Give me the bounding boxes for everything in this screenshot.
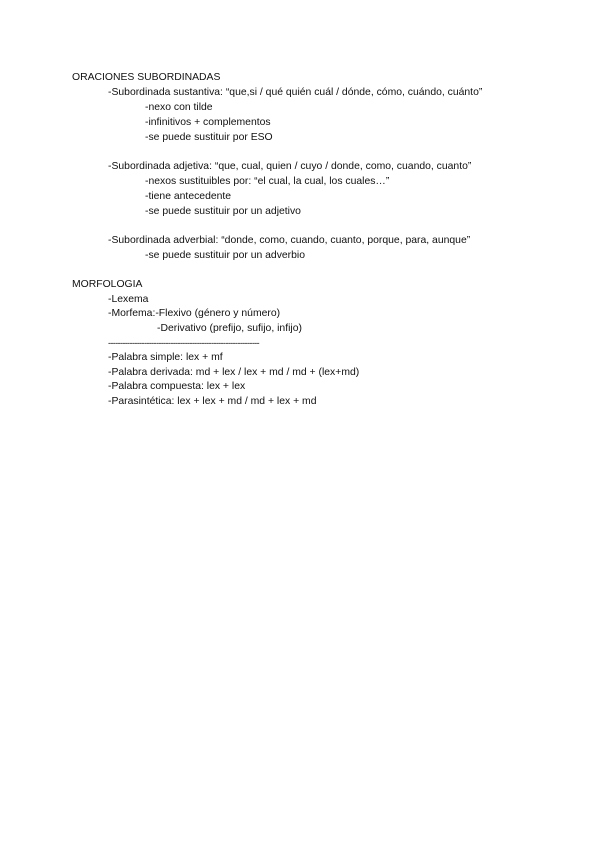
adverbial-title: -Subordinada adverbial: “donde, como, cuando, cuanto, porque, para, aunque” xyxy=(108,235,471,246)
sustantiva-item: -se puede sustituir por ESO xyxy=(145,132,273,143)
sustantiva-title: -Subordinada sustantiva: “que,si / qué quién cuál / dónde, cómo, cuándo, cuánto” xyxy=(108,87,483,98)
morfema-line: -Morfema:-Flexivo (género y número) xyxy=(108,308,281,319)
separator-line: --------------------------------------------------------------- xyxy=(108,338,260,348)
palabra-line: -Parasintética: lex + lex + md / md + lex + md xyxy=(108,396,317,407)
palabra-line: -Palabra compuesta: lex + lex xyxy=(108,381,246,392)
adjetiva-item: -nexos sustituibles por: “el cual, la cual, los cuales…” xyxy=(145,176,390,187)
adjetiva-item: -se puede sustituir por un adjetivo xyxy=(145,206,301,217)
section-heading-oraciones: ORACIONES SUBORDINADAS xyxy=(72,72,221,83)
adverbial-item: -se puede sustituir por un adverbio xyxy=(145,250,305,261)
adjetiva-item: -tiene antecedente xyxy=(145,191,232,202)
derivativo-line: -Derivativo (prefijo, sufijo, infijo) xyxy=(157,323,302,334)
palabra-line: -Palabra derivada: md + lex / lex + md / md + (lex+md) xyxy=(108,367,360,378)
sustantiva-item: -nexo con tilde xyxy=(145,102,213,113)
sustantiva-item: -infinitivos + complementos xyxy=(145,117,271,128)
palabra-line: -Palabra simple: lex + mf xyxy=(108,352,223,363)
lexema-line: -Lexema xyxy=(108,294,149,305)
section-heading-morfologia: MORFOLOGIA xyxy=(72,279,143,290)
adjetiva-title: -Subordinada adjetiva: “que, cual, quien / cuyo / donde, como, cuando, cuanto” xyxy=(108,161,472,172)
